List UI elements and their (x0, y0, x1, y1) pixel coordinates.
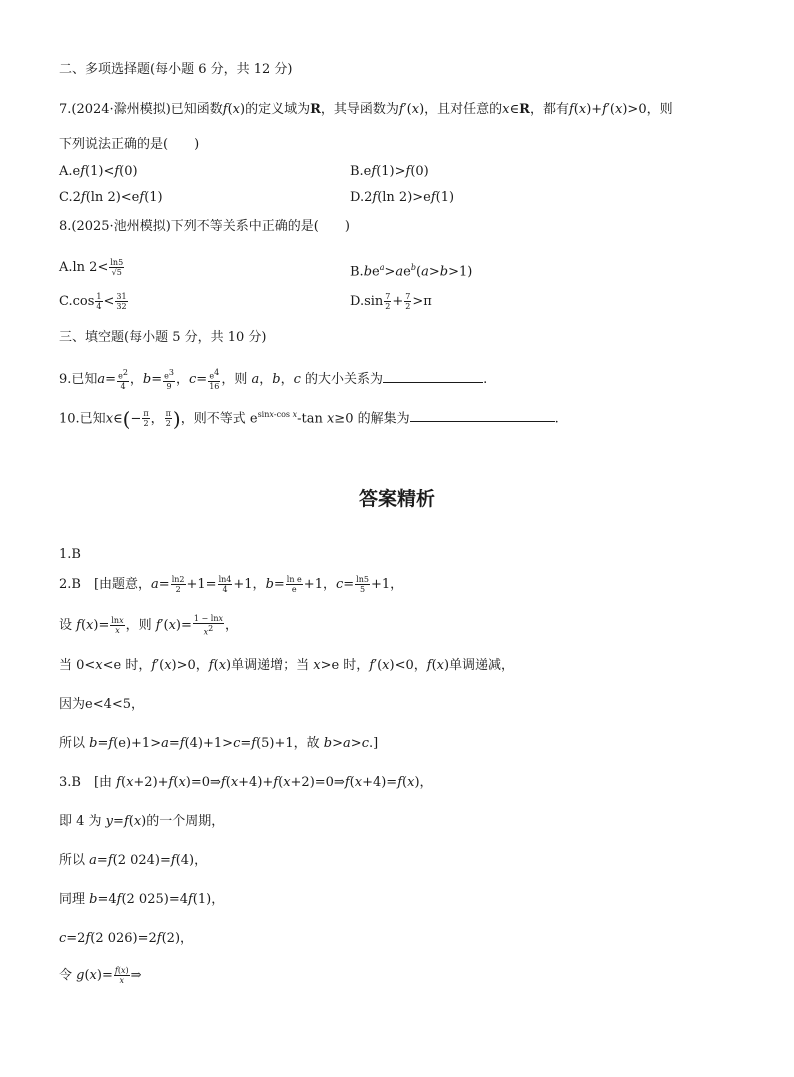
answer-3-line4: 同理 b=4f(2 025)=4f(1)， (59, 892, 225, 907)
answer-section-title: 答案精析 (358, 488, 435, 510)
answer-2-line1: 2.B [由题意，a= $\frac{\ln 2}{2}$ +1= $\frac{\ln 4}{4}$ +1，b= $\frac{\text{ln e}}{e}$ +1，c= $\frac{\ln 5}{5}$ +1， (59, 575, 404, 594)
q7-stem-line2: 下列说法正确的是( ) (59, 137, 200, 152)
answer-3-line1: 3.B [由 f(x+2)+f(x)=0⇒f(x+4)+f(x+2)=0⇒f(x+4)=f(x)， (59, 775, 433, 790)
q8-option-c: C.cos $\frac{1}{4}$ < $\frac{31}{32}$ (59, 292, 127, 311)
answer-2-line2: 设 f(x)= $\frac{\ln x}{x}$ ，则 f′(x)= $\frac{1 - \ln x}{x^2}$ ， (59, 614, 238, 637)
answer-1: 1.B (59, 547, 81, 562)
answer-3-line3: 所以 a=f(2 024)=f(4)， (59, 853, 208, 868)
q8-option-b: $B.be^a>ae^b(a>b>1)$ (350, 263, 473, 280)
answer-2-line5: 所以 b=f(e)+1>a=f(4)+1>c=f(5)+1，故 b>a>c.] (59, 736, 379, 751)
q10: 10.已知x∈(− $\frac{\pi}{2}$ ， $\frac{\pi}{2}$ )，则不等式 $e^{sinx-cos x}-\tan$ x≥0 的解集为 . (59, 406, 559, 431)
q7-stem-line1: 7.(2024·滁州模拟)已知函数f(x)的定义域为R，其导函数为f′(x)，且对任意的x∈R，都有f(x)+f′(x)>0，则 (59, 102, 673, 117)
q7-option-c: C.2f(ln 2)<ef(1) (59, 190, 163, 205)
q8-option-d: D.sin $\frac{7}{2}$ + $\frac{7}{2}$ >π (350, 292, 432, 311)
section-heading-fill-in: 三、填空题(每小题 5 分，共 10 分) (59, 330, 267, 345)
answer-2-line3: 当 0<x<e 时，f′(x)>0，f(x)单调递增；当 x>e 时，f′(x)<0，f(x)单调递减， (59, 658, 515, 673)
q7-option-a: A.ef(1)<f(0) (59, 164, 138, 179)
q7-option-d: D.2f(ln 2)>ef(1) (350, 190, 455, 205)
q8-stem: 8.(2025·池州模拟)下列不等关系中正确的是( ) (59, 219, 350, 234)
q8-option-a: A.ln 2< $\frac{\ln 5}{√5}$ (59, 258, 124, 277)
q7-option-b: B.ef(1)>f(0) (350, 164, 429, 179)
answer-3-line6: 令 g(x)= $\frac{f(x)}{x}$ ⇒ (59, 966, 142, 985)
section-heading-multiple-choice: 二、多项选择题(每小题 6 分，共 12 分) (59, 62, 293, 77)
answer-3-line2: 即 4 为 y=f(x)的一个周期， (59, 814, 225, 829)
answer-2-line4: 因为e<4<5， (59, 697, 145, 712)
answer-3-line5: c=2f(2 026)=2f(2)， (59, 931, 194, 946)
q9: 9.已知a= $\frac{e^2}{4}$ ，b= $\frac{e^3}{9}$ ，c= $\frac{e^4}{16}$ ，则 a，b，c 的大小关系为 . (59, 368, 488, 391)
